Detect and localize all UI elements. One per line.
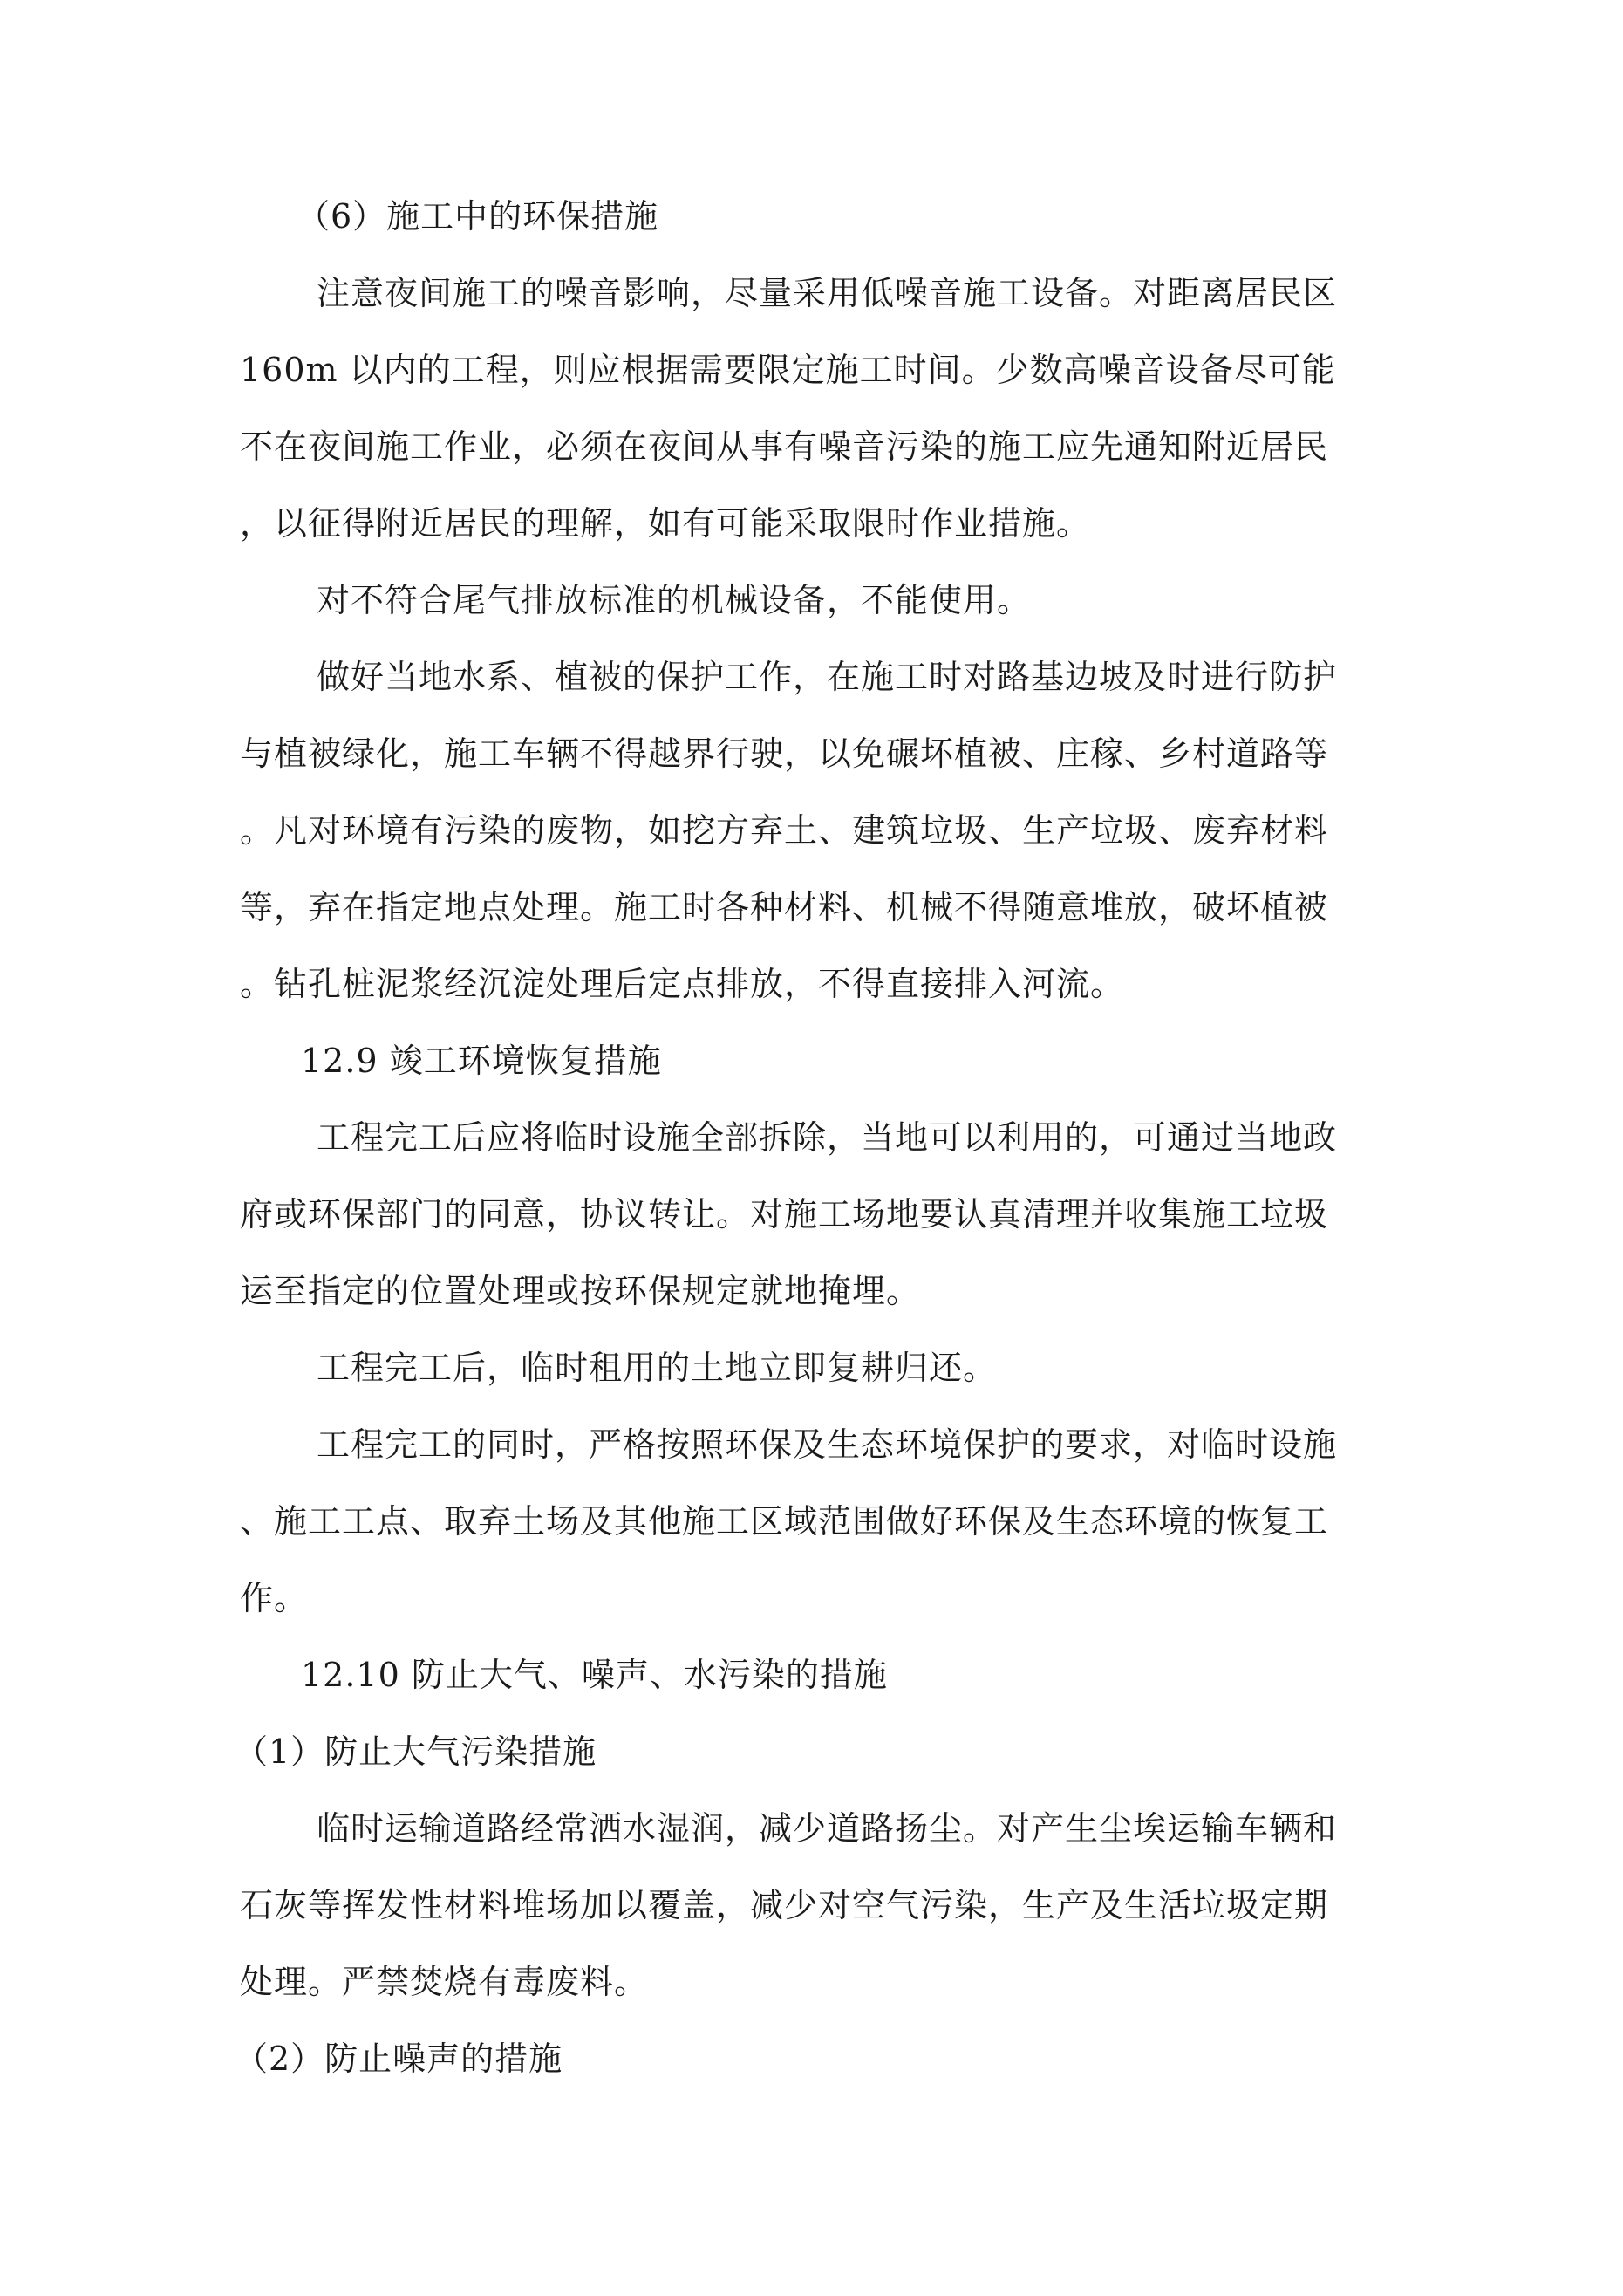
paragraph-line: 工程完工的同时，严格按照环保及生态环境保护的要求，对临时设施 (317, 1425, 1338, 1464)
paragraph-line: 等，弃在指定地点处理。施工时各种材料、机械不得随意堆放，破坏植被 (240, 888, 1329, 926)
subsection-heading-2: （2）防止噪声的措施 (235, 2040, 563, 2078)
subsection-heading-1: （1）防止大气污染措施 (235, 1732, 597, 1771)
paragraph-line: 运至指定的位置处理或按环保规定就地掩埋。 (240, 1272, 921, 1310)
paragraph-line: 做好当地水系、植被的保护工作，在施工时对路基边坡及时进行防护 (317, 658, 1338, 696)
paragraph-line: 工程完工后应将临时设施全部拆除，当地可以利用的，可通过当地政 (317, 1118, 1338, 1157)
paragraph-line: 。凡对环境有污染的废物，如挖方弃土、建筑垃圾、生产垃圾、废弃材料 (240, 811, 1329, 850)
section-heading-12-9: 12.9 竣工环境恢复措施 (301, 1042, 662, 1080)
paragraph-line: 对不符合尾气排放标准的机械设备，不能使用。 (317, 581, 1032, 619)
paragraph-line: 不在夜间施工作业，必须在夜间从事有噪音污染的施工应先通知附近居民 (240, 427, 1329, 466)
section-heading-12-10: 12.10 防止大气、噪声、水污染的措施 (301, 1656, 888, 1694)
paragraph-line: 与植被绿化，施工车辆不得越界行驶，以免碾坏植被、庄稼、乡村道路等 (240, 735, 1329, 773)
paragraph-line: ，以征得附近居民的理解，如有可能采取限时作业措施。 (240, 504, 1091, 543)
paragraph-line: 注意夜间施工的噪音影响，尽量采用低噪音施工设备。对距离居民区 (317, 274, 1338, 312)
paragraph-line: 府或环保部门的同意，协议转让。对施工场地要认真清理并收集施工垃圾 (240, 1195, 1329, 1233)
document-body (235, 178, 1408, 2097)
paragraph-line: 处理。严禁焚烧有毒废料。 (240, 1963, 649, 2001)
paragraph-line: 临时运输道路经常洒水湿润，减少道路扬尘。对产生尘埃运输车辆和 (317, 1809, 1338, 1848)
paragraph-line: 工程完工后，临时租用的土地立即复耕归还。 (317, 1349, 998, 1387)
paragraph-line: 石灰等挥发性材料堆场加以覆盖，减少对空气污染，生产及生活垃圾定期 (240, 1886, 1329, 1924)
section-heading-6: （6）施工中的环保措施 (297, 197, 659, 236)
paragraph-line: 作。 (240, 1579, 309, 1617)
paragraph-line: 。钻孔桩泥浆经沉淀处理后定点排放，不得直接排入河流。 (240, 965, 1125, 1003)
paragraph-line: 、施工工点、取弃土场及其他施工区域范围做好环保及生态环境的恢复工 (240, 1502, 1329, 1541)
paragraph-line: 160m 以内的工程，则应根据需要限定施工时间。少数高噪音设备尽可能 (240, 351, 1336, 389)
